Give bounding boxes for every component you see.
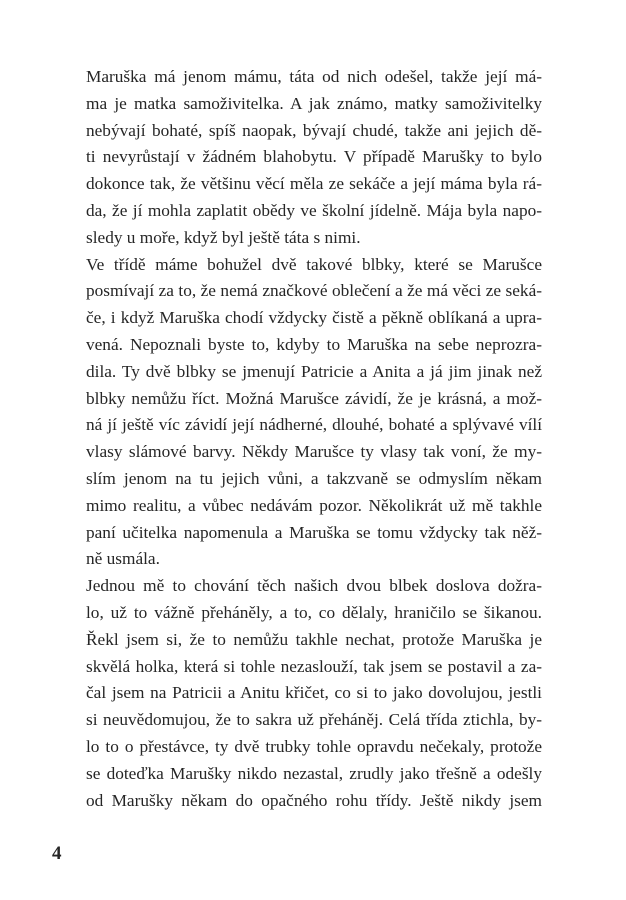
text-line: ná jí ještě víc závidí její nádherné, dlouhé, bohaté a splývavé vílí [86, 415, 542, 435]
text-line: čal jsem na Patricii a Anitu křičet, co si to jako dovolujou, jestli [86, 683, 542, 703]
text-line: da, že jí mohla zaplatit obědy ve školní jídelně. Mája byla napo- [86, 200, 542, 220]
text-line: sledy u moře, když byl ještě táta s nimi. [86, 227, 361, 247]
text-line: ně usmála. [86, 549, 160, 569]
text-line: paní učitelka napomenula a Maruška se tomu vždycky tak něž- [86, 522, 542, 542]
text-line: mimo realitu, a vůbec nedávám pozor. Několikrát už mě takhle [86, 495, 542, 515]
text-line: če, i když Maruška chodí vždycky čistě a pěkně oblíkaná a upra- [86, 308, 542, 328]
text-line: skvělá holka, která si tohle nezaslouží, tak jsem se postavil a za- [86, 656, 542, 676]
text-line: lo, už to vážně přeháněly, a to, co dělaly, hraničilo se šikanou. [86, 602, 542, 622]
text-line: Jednou mě to chování těch našich dvou blbek doslova dožra- [86, 576, 542, 596]
text-line: se doteďka Marušky nikdo nezastal, zrudly jako třešně a odešly [86, 763, 542, 783]
text-line: slím jenom na tu jejich vůni, a takzvaně se odmyslím někam [86, 468, 542, 488]
text-line: Řekl jsem si, že to nemůžu takhle nechat, protože Maruška je [86, 629, 542, 649]
body-text [86, 64, 542, 814]
text-line: blbky nemůžu říct. Možná Marušce závidí, že je krásná, a mož- [86, 388, 542, 408]
text-line: ma je matka samoživitelka. A jak známo, matky samoživitelky [86, 93, 542, 113]
text-line: Ve třídě máme bohužel dvě takové blbky, které se Marušce [86, 254, 542, 274]
text-line: posmívají za to, že nemá značkové oblečení a že má věci ze seká- [86, 281, 542, 301]
text-line: nebývají bohaté, spíš naopak, bývají chudé, takže ani jejich dě- [86, 120, 542, 140]
text-line: dokonce tak, že většinu věcí měla ze sekáče a její máma byla rá- [86, 174, 542, 194]
text-line: Maruška má jenom mámu, táta od nich odešel, takže její má- [86, 67, 542, 86]
text-line: vlasy slámové barvy. Někdy Marušce ty vlasy tak voní, že my- [86, 442, 542, 462]
text-line: lo to o přestávce, ty dvě trubky tohle opravdu nečekaly, protože [86, 736, 542, 756]
text-line: od Marušky někam do opačného rohu třídy. Ještě nikdy jsem [86, 790, 542, 810]
text-line: dila. Ty dvě blbky se jmenují Patricie a Anita a já jim jinak než [86, 361, 542, 381]
text-line: ti nevyrůstají v žádném blahobytu. V případě Marušky to bylo [86, 147, 542, 167]
page-number: 4 [52, 843, 62, 864]
text-line: si neuvědomujou, že to sakra už přeháněj. Celá třída ztichla, by- [86, 710, 542, 730]
text-line: vená. Nepoznali byste to, kdyby to Maruška na sebe neprozra- [86, 334, 542, 354]
